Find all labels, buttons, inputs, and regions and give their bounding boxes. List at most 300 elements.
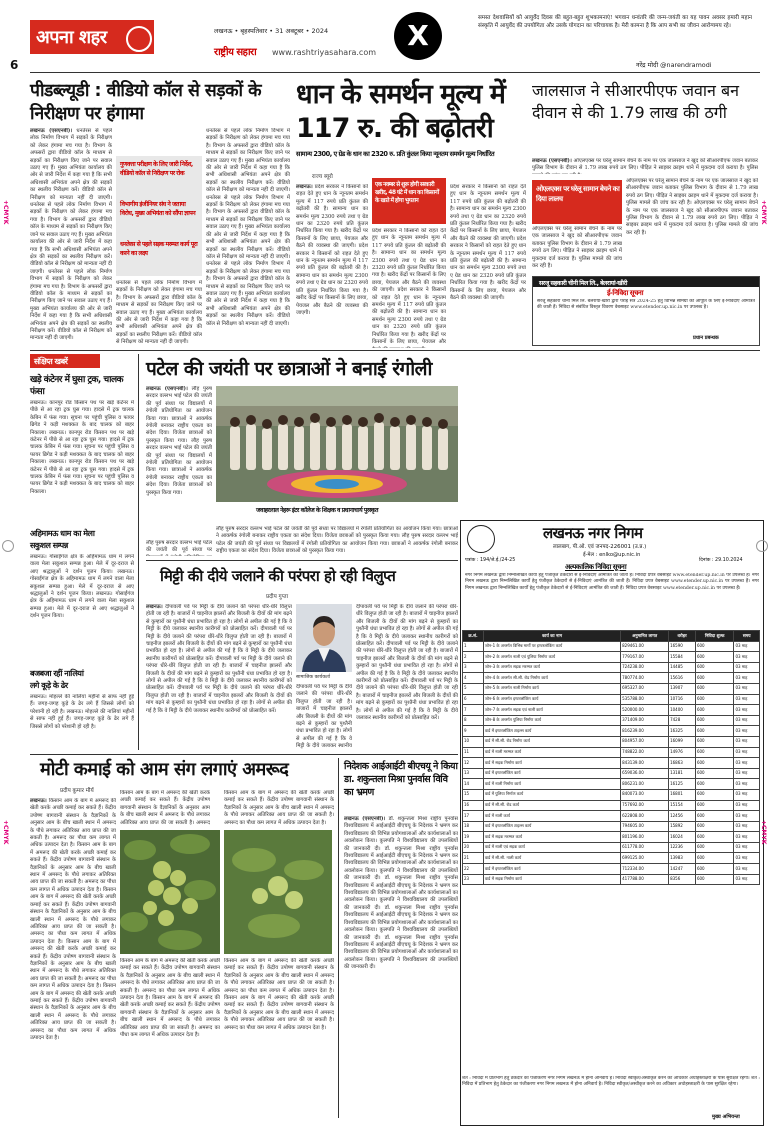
table-cell: 4 bbox=[463, 673, 484, 684]
table-cell: 10716 bbox=[669, 694, 696, 705]
guava-body-4 bbox=[224, 790, 334, 826]
table-cell: 829461.00 bbox=[621, 641, 669, 652]
table-cell: 12 bbox=[463, 758, 484, 769]
tender-footer bbox=[462, 1076, 760, 1112]
table-cell: 7 bbox=[463, 705, 484, 716]
tender-intro bbox=[465, 573, 759, 629]
guava-body-text-2: किसान आम के बाग में अमरूद की खेती करके अच्छी कमाई कर सकते हैं। केंद्रीय उपोष्ण बागवानी संस्थान के वैज्ञानिकों के अनुसार आम के बीच खाली स्थान में अमरूद के पौधे लगाकर अतिरिक्त आय प्राप्त की जा सकती है। अमरूद का पौधा कम लागत में अधिक उत्पादन देता है। bbox=[30, 842, 116, 893]
table-cell: 10 bbox=[463, 736, 484, 747]
table-cell: 748822.00 bbox=[621, 747, 669, 758]
table-cell: जोन-7 के अन्तर्गत सड़क एवं नाली कार्य bbox=[483, 705, 620, 716]
table-cell: 12456 bbox=[669, 811, 696, 822]
table-cell: 03 माह bbox=[734, 715, 760, 726]
table-cell: वार्ड में सी.सी. रोड कार्य bbox=[483, 800, 620, 811]
table-cell: 03 माह bbox=[734, 842, 760, 853]
tender-table bbox=[462, 630, 760, 885]
page-number: 6 bbox=[10, 58, 18, 72]
table-cell: वार्ड में सड़क मरम्मत कार्य bbox=[483, 832, 620, 843]
table-cell: 14976 bbox=[669, 747, 696, 758]
tender-table-body bbox=[463, 641, 760, 885]
paddy-callout-text: एक नवम्बर से शुरू होगी सरकारी खरीद, 48 घंटे में धान का किसानों के खाते में होगा भुगतान bbox=[375, 182, 439, 204]
rule-mid-1 bbox=[30, 350, 760, 351]
pwd-body-2 bbox=[116, 280, 202, 348]
guava-body-2 bbox=[120, 790, 210, 826]
table-cell: 10400 bbox=[669, 705, 696, 716]
table-cell: 03 माह bbox=[734, 726, 760, 737]
nift-dateline: लखनऊ (एसएनबी)। bbox=[344, 816, 386, 822]
table-cell: 16024 bbox=[669, 832, 696, 843]
tender-col-header: कार्य का नाम bbox=[483, 631, 620, 642]
table-row bbox=[463, 726, 760, 737]
person-photo-image bbox=[296, 604, 352, 672]
table-cell: 13181 bbox=[669, 768, 696, 779]
sugar-notice-body: सरजू सहकारी चीनी मिल लि. बेलरायां-खीरी द्वारा पेराई सत्र 2024-25 हेतु विभिन्न सामग्री की आपूर्ति के लिए ई-निविदाएं आमंत्रित की जाती हैं। निविदा से संबंधित विस्तृत विवरण वेबसाइट www.etender.up.nic.in पर उपलब्ध है। bbox=[537, 299, 755, 311]
fraud-body-1 bbox=[532, 158, 758, 174]
table-cell: जोन-5 के अन्तर्गत नाली निर्माण कार्य bbox=[483, 683, 620, 694]
table-cell: 16801 bbox=[669, 789, 696, 800]
tender-signature: मुख्य अभियन्ता bbox=[712, 1114, 740, 1120]
paddy-headline: धान के समर्थन मूल्य में 117 रु. की बढ़ोतरी bbox=[296, 79, 505, 144]
pwd-body-text-6: धनतेरस से पहले लोक निर्माण विभाग में सड़कों के निरीक्षण को लेकर हंगामा मच गया है। विभाग के अफसरों द्वारा वीडियो कॉल के माध्यम से सड़कों का निरीक्षण किए जाने पर सवाल उठाए गए हैं। मुख्य अभियंता कार्यालय की ओर से जारी निर्देश में कहा गया है कि सभी अधिशासी अभियंता अपने क्षेत्र की सड़कों का स्थलीय निरीक्षण करें। वीडियो कॉल से निरीक्षण को मान्यता नहीं दी जाएगी। bbox=[206, 194, 290, 260]
table-cell: 15154 bbox=[669, 800, 696, 811]
table-cell: वार्ड में इण्टरलॉकिंग टाइल्स कार्य bbox=[483, 821, 620, 832]
rule-mid-2 bbox=[30, 754, 458, 755]
tender-table-header bbox=[463, 631, 760, 642]
diya-person-photo bbox=[296, 604, 352, 672]
table-cell: 600 bbox=[695, 726, 734, 737]
nift-body bbox=[344, 816, 458, 1118]
diya-dateline: लखनऊ। bbox=[146, 604, 163, 610]
rangoli-body-text: लौह पुरुष सरदार वल्लभ भाई पटेल की जयंती की पूर्व संध्या पर विद्यालयों में रंगोली प्रतियोगिता का आयोजन किया गया। छात्राओं ने आकर्षक रंगोली बनाकर राष्ट्रीय एकता का संदेश दिया। विजेता छात्राओं को पुरस्कृत किया गया। bbox=[146, 386, 212, 444]
paddy-body-text: प्रदेश सरकार ने किसानों को राहत देते हुए धान के न्यूनतम समर्थन मूल्य में 117 रुपये प्रति कुंतल की बढ़ोतरी की है। सामान्य धान का समर्थन मूल्य 2300 रुपये तथा ए ग्रेड धान का 2320 रुपये प्रति कुंतल निर्धारित किया गया है। खरीद केंद्रों पर किसानों के लिए छाया, पेयजल और बैठने की व्यवस्था की जाएगी। bbox=[296, 184, 368, 250]
brief-item3-text-2: लखनऊ। गोसाईंगंज क्षेत्र के अहिमामऊ धाम में लगने वाला मेला सकुशल सम्पन्न हुआ। मेले में दूर-दराज से आए श्रद्धालुओं ने दर्शन पूजन किया। bbox=[30, 568, 134, 598]
table-row bbox=[463, 864, 760, 875]
table-cell: जोन-4 के अन्तर्गत सी.सी. रोड निर्माण कार्य bbox=[483, 673, 620, 684]
table-cell: 16 bbox=[463, 800, 484, 811]
brief-label: संक्षिप्त खबरें bbox=[34, 357, 68, 366]
table-cell: 600 bbox=[695, 874, 734, 885]
table-row bbox=[463, 800, 760, 811]
table-cell: 13983 bbox=[669, 853, 696, 864]
table-cell: 600 bbox=[695, 768, 734, 779]
tender-email: ई-मेल : enlko@up.nic.in bbox=[583, 552, 641, 558]
fraud-body-3 bbox=[626, 178, 758, 272]
table-cell: वार्ड में सी.सी. नाली कार्य bbox=[483, 853, 620, 864]
guava-body-text-5: किसान आम के बाग में अमरूद की खेती करके अच्छी कमाई कर सकते हैं। केंद्रीय उपोष्ण बागवानी संस्थान के वैज्ञानिकों के अनुसार आम के बीच खाली स्थान में अमरूद के पौधे लगाकर अतिरिक्त आय प्राप्त की जा सकती है। अमरूद का पौधा कम लागत में अधिक उत्पादन देता है। bbox=[30, 983, 116, 1041]
fraud-headline: जालसाज ने सीआरपीएफ जवान बन दीवान से की 1.79 लाख की ठगी bbox=[532, 81, 740, 122]
registration-mark-icon bbox=[756, 540, 768, 552]
table-cell: 23 bbox=[463, 874, 484, 885]
nift-body-text-3: डॉ. शकुन्तला मिश्रा राष्ट्रीय पुनर्वास विश्वविद्यालय में आईआईटी बीएचयू के निदेशक ने भ्रमण कर विश्वविद्यालय की विभिन्न प्रयोगशालाओं और कार्यशालाओं का अवलोकन किया। कुलपति ने विश्वविद्यालय की उपलब्धियों की जानकारी दी। bbox=[344, 875, 458, 911]
table-cell: वार्ड में इण्टरलॉकिंग टाइल्स कार्य bbox=[483, 726, 620, 737]
table-cell: 19 bbox=[463, 832, 484, 843]
pwd-callout-1: गुणवत्ता परीक्षण के लिए जारी निर्देश, वीडियो कॉल से निरीक्षण पर रोक bbox=[120, 161, 193, 177]
pwd-body-text-7: धनतेरस से पहले लोक निर्माण विभाग में सड़कों के निरीक्षण को लेकर हंगामा मच गया है। विभाग के अफसरों द्वारा वीडियो कॉल के माध्यम से सड़कों का निरीक्षण किए जाने पर सवाल उठाए गए हैं। मुख्य अभियंता कार्यालय की ओर से जारी निर्देश में कहा गया है कि सभी अधिशासी अभियंता अपने क्षेत्र की सड़कों का स्थलीय निरीक्षण करें। वीडियो कॉल से निरीक्षण को मान्यता नहीं दी जाएगी। bbox=[206, 261, 290, 327]
table-cell: 14247 bbox=[669, 864, 696, 875]
fraud-body-text-2: ओएलएक्स पर घरेलू सामान बेचने के नाम पर एक जालसाज ने खुद को सीआरपीएफ जवान बताकर पुलिस विभाग के दीवान से 1.79 लाख रुपये ठग लिए। पीड़ित ने साइबर क्राइम थाने में मुकदमा दर्ज कराया है। पुलिस मामले की जांच कर रही है। bbox=[532, 226, 622, 270]
table-cell: 18 bbox=[463, 821, 484, 832]
paddy-body-text-4: प्रदेश सरकार ने किसानों को राहत देते हुए धान के न्यूनतम समर्थन मूल्य में 117 रुपये प्रति कुंतल की बढ़ोतरी की है। सामान्य धान का समर्थन मूल्य 2300 रुपये तथा ए ग्रेड धान का 2320 रुपये प्रति कुंतल निर्धारित किया गया है। खरीद केंद्रों पर किसानों के लिए छाया, पेयजल और bbox=[372, 287, 446, 346]
table-cell: वार्ड में नाली निर्माण कार्य bbox=[483, 779, 620, 790]
table-cell: 757692.00 bbox=[621, 800, 669, 811]
sugar-notice-header bbox=[533, 277, 759, 287]
table-cell: 600 bbox=[695, 811, 734, 822]
paddy-body-text-6: प्रदेश सरकार ने किसानों को राहत देते हुए धान के न्यूनतम समर्थन मूल्य में 117 रुपये प्रति कुंतल की बढ़ोतरी की है। सामान्य धान का समर्थन मूल्य 2300 रुपये तथा ए ग्रेड धान का 2320 रुपये प्रति कुंतल निर्धारित किया गया है। खरीद केंद्रों पर किसानों के लिए छाया, पेयजल और बैठने की व्यवस्था की जाएगी। bbox=[450, 235, 526, 302]
tender-footer-text: शर्तें : निविदा में प्रतिभाग हेतु ठेकेदार का पंजीकरण नगर निगम लखनऊ में होना अनिवार्य है। निविदा स्वीकृत/अस्वीकृत करने का अधिकार अधोहस्ताक्षरी के पास सुरक्षित रहेगा। bbox=[462, 1076, 752, 1081]
brief-item2-title: अहिमामऊ धाम का मेला bbox=[30, 529, 95, 538]
table-cell: 20 bbox=[463, 842, 484, 853]
table-cell: 724238.00 bbox=[621, 662, 669, 673]
pwd-body-text-3: धनतेरस से पहले लोक निर्माण विभाग में सड़कों के निरीक्षण को लेकर हंगामा मच गया है। विभाग के अफसरों द्वारा वीडियो कॉल के माध्यम से सड़कों का निरीक्षण किए जाने पर सवाल उठाए गए हैं। मुख्य अभियंता कार्यालय की ओर से जारी निर्देश में कहा गया है कि सभी अधिशासी अभियंता अपने क्षेत्र की सड़कों का स्थलीय निरीक्षण करें। वीडियो कॉल से निरीक्षण को मान्यता नहीं दी जाएगी। bbox=[30, 268, 112, 342]
table-cell: 03 माह bbox=[734, 683, 760, 694]
table-cell: वार्ड में नाली कार्य bbox=[483, 811, 620, 822]
table-row bbox=[463, 853, 760, 864]
table-cell: 600 bbox=[695, 683, 734, 694]
paddy-callout bbox=[372, 178, 446, 224]
brief-item1-body bbox=[30, 400, 134, 522]
nift-body-text-4: डॉ. शकुन्तला मिश्रा राष्ट्रीय पुनर्वास विश्वविद्यालय में आईआईटी बीएचयू के निदेशक ने भ्रमण कर विश्वविद्यालय की विभिन्न प्रयोगशालाओं और कार्यशालाओं का अवलोकन किया। कुलपति ने विश्वविद्यालय की उपलब्धियों की जानकारी दी। bbox=[344, 904, 458, 941]
rangoli-body-text-5: लौह पुरुष सरदार वल्लभ भाई पटेल की जयंती की पूर्व संध्या पर bbox=[146, 540, 212, 554]
table-cell: 03 माह bbox=[734, 800, 760, 811]
guava-body-3 bbox=[120, 958, 220, 1118]
table-cell: 7428 bbox=[669, 715, 696, 726]
table-cell: जोन-6 के अन्तर्गत इण्टरलॉकिंग कार्य bbox=[483, 694, 620, 705]
table-cell: 816239.00 bbox=[621, 726, 669, 737]
table-cell: 14 bbox=[463, 779, 484, 790]
brief-item1-title: खड़े कंटेनर में घुसा ट्रक, चालक फंसा bbox=[30, 375, 124, 397]
table-cell: 600 bbox=[695, 842, 734, 853]
guava-body-text: किसान आम के बाग में अमरूद की खेती करके अच्छी कमाई कर सकते हैं। केंद्रीय उपोष्ण बागवानी संस्थान के वैज्ञानिकों के अनुसार आम के बीच खाली स्थान में अमरूद के पौधे लगाकर अतिरिक्त आय प्राप्त की जा सकती है। अमरूद का पौधा कम लागत में अधिक उत्पादन देता है। bbox=[30, 798, 116, 849]
table-cell: 600 bbox=[695, 832, 734, 843]
table-cell: 600 bbox=[695, 864, 734, 875]
table-cell: 13907 bbox=[669, 683, 696, 694]
table-cell: 600 bbox=[695, 673, 734, 684]
table-cell: 9 bbox=[463, 726, 484, 737]
website: www.rashtriyasahara.com bbox=[272, 48, 377, 57]
tender-title: अल्पकालिक निविदा सूचना bbox=[565, 563, 627, 571]
registration-mark-icon bbox=[2, 540, 14, 552]
diya-body-text-7: दीपावली पर्व पर मिट्टी के दीये जलाने की परंपरा धीरे-धीरे विलुप्त होती जा रही है। बाजारों में चाइनीज झालरों और बिजली के दीयों की मांग बढ़ने से कुम्हारों का पुश्तैनी धंधा प्रभावित हो रहा है। लोगों से अपील की गई है कि वे मिट्टी के दीये जलाकर स्थानीय कारीगरों को प्रोत्साहित करें। bbox=[356, 641, 458, 685]
rangoli-dateline: लखनऊ (एसएनबी)। bbox=[146, 386, 188, 392]
guava-body-1 bbox=[30, 798, 116, 1118]
pwd-callouts bbox=[116, 156, 202, 276]
guava-body-5 bbox=[224, 958, 334, 1118]
table-row bbox=[463, 747, 760, 758]
table-cell: 03 माह bbox=[734, 673, 760, 684]
table-row bbox=[463, 694, 760, 705]
tender-intro-text: नगर निगम लखनऊ द्वारा निम्नलिखित कार्यों हेतु पंजीकृत ठेकेदारों से ई-निविदाएं आमंत्रित की जाती हैं। निविदा प्रपत्र वेबसाइट www.etender.up.nic.in पर उपलब्ध हैं। bbox=[465, 573, 752, 578]
dateline-bar: लखनऊ • बृहस्पतिवार • 31 अक्टूबर • 2024 bbox=[214, 27, 329, 35]
table-row bbox=[463, 811, 760, 822]
rangoli-headline: पटेल की जयंती पर छात्राओं ने बनाई रंगोली bbox=[146, 358, 432, 380]
table-cell: 600 bbox=[695, 789, 734, 800]
rangoli-body-3 bbox=[146, 540, 212, 556]
sugar-notice bbox=[532, 276, 760, 346]
table-cell: 600 bbox=[695, 853, 734, 864]
rangoli-body-2 bbox=[216, 526, 458, 556]
tender-col-header: समय bbox=[734, 631, 760, 642]
fraud-callout-text: ओएलएक्स पर घरेलू सामान बेचने का दिया लालच bbox=[536, 185, 620, 203]
table-cell: 535788.00 bbox=[621, 694, 669, 705]
table-row bbox=[463, 641, 760, 652]
table-row bbox=[463, 683, 760, 694]
table-cell: 5 bbox=[463, 683, 484, 694]
diya-body-3 bbox=[356, 604, 458, 750]
table-cell: 17 bbox=[463, 811, 484, 822]
fraud-body-text: ओएलएक्स पर घरेलू सामान बेचने के नाम पर एक जालसाज ने खुद को सीआरपीएफ जवान बताकर पुलिस विभाग के दीवान से 1.79 लाख रुपये ठग लिए। पीड़ित ने साइबर क्राइम थाने में मुकदमा दर्ज कराया है। पुलिस bbox=[532, 158, 758, 172]
table-cell: जोन-2 के अन्तर्गत नाली एवं पुलिया निर्माण कार्य bbox=[483, 652, 620, 663]
paddy-body-text-3: प्रदेश सरकार ने किसानों को राहत देते हुए धान के न्यूनतम समर्थन मूल्य में 117 रुपये प्रति कुंतल की बढ़ोतरी की है। सामान्य धान का समर्थन मूल्य 2300 रुपये तथा ए ग्रेड धान का 2320 रुपये प्रति कुंतल निर्धारित किया गया है। खरीद केंद्रों पर किसानों के लिए छाया, पेयजल और बैठने की व्यवस्था की जाएगी। bbox=[372, 228, 446, 294]
table-row bbox=[463, 758, 760, 769]
nift-body-text-2: डॉ. शकुन्तला मिश्रा राष्ट्रीय पुनर्वास विश्वविद्यालय में आईआईटी बीएचयू के निदेशक ने भ्रमण कर विश्वविद्यालय की विभिन्न प्रयोगशालाओं और कार्यशालाओं का अवलोकन किया। कुलपति ने विश्वविद्यालय की उपलब्धियों की जानकारी दी। bbox=[344, 845, 458, 882]
diya-body-text-2: दीपावली पर्व पर मिट्टी के दीये जलाने की परंपरा धीरे-धीरे विलुप्त होती जा रही है। बाजारों में चाइनीज झालरों और बिजली के दीयों की मांग बढ़ने से कुम्हारों का पुश्तैनी धंधा प्रभावित हो रहा है। लोगों से अपील की गई है कि वे मिट्टी के दीये जलाकर स्थानीय कारीगरों को प्रोत्साहित करें। bbox=[146, 626, 292, 662]
diya-byline: प्रदीप गुप्ता bbox=[266, 594, 289, 600]
brief-item3-text-3: लखनऊ। गोसाईंगंज क्षेत्र के अहिमामऊ धाम में लगने वाला मेला सकुशल सम्पन्न हुआ। मेले में दूर-दराज से आए श्रद्धालुओं ने दर्शन पूजन किया। bbox=[30, 591, 134, 620]
rangoli-body-text-4: लौह पुरुष सरदार वल्लभ भाई पटेल की जयंती की पूर्व संध्या पर विद्यालयों में रंगोली प्रतियोगिता का आयोजन किया गया। छात्राओं ने आकर्षक रंगोली बनाकर राष्ट्रीय एकता का संदेश दिया। विजेता छात्राओं को पुरस्कृत किया गया। bbox=[216, 533, 458, 555]
diya-body-1 bbox=[146, 604, 292, 750]
table-cell: 659036.00 bbox=[621, 768, 669, 779]
rangoli-body-text-2: लौह पुरुष सरदार वल्लभ भाई पटेल की जयंती की पूर्व संध्या पर विद्यालयों में रंगोली प्रतियोगिता का आयोजन किया गया। छात्राओं ने आकर्षक रंगोली बनाकर राष्ट्रीय एकता का संदेश दिया। विजेता छात्राओं को पुरस्कृत किया गया। bbox=[146, 437, 212, 496]
table-cell: 03 माह bbox=[734, 832, 760, 843]
paddy-body-text-5: प्रदेश सरकार ने किसानों को राहत देते हुए धान के न्यूनतम समर्थन मूल्य में 117 रुपये प्रति कुंतल की बढ़ोतरी की है। सामान्य धान का समर्थन मूल्य 2300 रुपये तथा ए ग्रेड धान का 2320 रुपये प्रति कुंतल निर्धारित किया गया है। खरीद केंद्रों पर किसानों के लिए छाया, पेयजल और बैठने की व्यवस्था की जाएगी। bbox=[450, 184, 526, 242]
fraud-dateline: लखनऊ (एसएनबी)। bbox=[532, 158, 572, 164]
table-row bbox=[463, 821, 760, 832]
table-cell: 600 bbox=[695, 779, 734, 790]
table-cell: 780774.00 bbox=[621, 673, 669, 684]
cmyk-mark-bottom-right: +CMYK bbox=[760, 820, 767, 845]
table-cell: 840073.00 bbox=[621, 789, 669, 800]
table-cell: 794605.00 bbox=[621, 821, 669, 832]
guava-photo-2-image bbox=[224, 830, 332, 954]
guava-body-text-11: किसान आम के बाग में अमरूद की खेती करके अच्छी कमाई कर सकते हैं। केंद्रीय उपोष्ण बागवानी संस्थान के वैज्ञानिकों के अनुसार आम के बीच खाली स्थान में अमरूद के पौधे लगाकर अतिरिक्त आय प्राप्त की जा सकती है। अमरूद का पौधा कम लागत में अधिक उत्पादन देता है। bbox=[224, 995, 334, 1031]
table-row bbox=[463, 736, 760, 747]
pwd-body-text: धनतेरस से पहले लोक निर्माण विभाग में सड़कों के निरीक्षण को लेकर हंगामा मच गया है। विभाग के अफसरों द्वारा वीडियो कॉल के माध्यम से सड़कों का निरीक्षण किए जाने पर सवाल उठाए गए हैं। मुख्य अभियंता कार्यालय की ओर से जारी निर्देश में कहा गया है कि सभी अधिशासी अभियंता अपने क्षेत्र की सड़कों का स्थलीय निरीक्षण करें। वीडियो कॉल से निरीक्षण को मान्यता नहीं दी जाएगी। bbox=[30, 128, 112, 201]
table-cell: 15584 bbox=[669, 652, 696, 663]
table-cell: 600 bbox=[695, 747, 734, 758]
diya-body-text-3: दीपावली पर्व पर मिट्टी के दीये जलाने की परंपरा धीरे-धीरे विलुप्त होती जा रही है। बाजारों में चाइनीज झालरों और बिजली के दीयों की मांग बढ़ने से कुम्हारों का पुश्तैनी धंधा प्रभावित हो रहा है। लोगों से अपील की गई है कि वे मिट्टी के दीये जलाकर स्थानीय कारीगरों को प्रोत्साहित करें। bbox=[146, 655, 292, 692]
table-cell: 03 माह bbox=[734, 853, 760, 864]
table-cell: 8 bbox=[463, 715, 484, 726]
table-cell: 03 माह bbox=[734, 874, 760, 885]
guava-byline: प्रदीप कुमार मौर्य bbox=[60, 788, 94, 794]
rangoli-body-1 bbox=[146, 386, 212, 538]
table-cell: 801196.00 bbox=[621, 832, 669, 843]
sugar-notice-title: ई-निविदा सूचना bbox=[607, 289, 644, 297]
tender-address: लालबाग, पी.ओ. एवं जनपद-226001 (उ.प्र.) bbox=[553, 544, 647, 550]
tender-intro-text-3: नगर निगम लखनऊ द्वारा निम्नलिखित कार्यों हेतु पंजीकृत ठेकेदारों से ई-निविदाएं आमंत्रित की जाती हैं। निविदा प्रपत्र वेबसाइट www.etender.up.nic.in पर उपलब्ध हैं। bbox=[465, 579, 759, 591]
brief-item4-title: बजबजा रहीं नालियां bbox=[30, 669, 84, 678]
nift-body-text-5: डॉ. शकुन्तला मिश्रा राष्ट्रीय पुनर्वास विश्वविद्यालय में आईआईटी बीएचयू के निदेशक ने भ्रमण कर विश्वविद्यालय की विभिन्न प्रयोगशालाओं और कार्यशालाओं का अवलोकन किया। कुलपति ने विश्वविद्यालय की उपलब्धियों की जानकारी दी। bbox=[344, 934, 458, 971]
tender-col-header: क्र.सं. bbox=[463, 631, 484, 642]
guava-body-text-10: किसान आम के बाग में अमरूद की खेती करके अच्छी कमाई कर सकते हैं। केंद्रीय उपोष्ण बागवानी संस्थान के वैज्ञानिकों के अनुसार आम के बीच खाली स्थान में अमरूद के पौधे लगाकर अतिरिक्त आय प्राप्त की जा सकती है। अमरूद का पौधा कम लागत में अधिक उत्पादन देता है। bbox=[224, 958, 334, 994]
tender-col-header: धरोहर bbox=[669, 631, 696, 642]
brief-item1-text: लखनऊ। कानपुर रोड किसान पथ पर खड़े कंटेनर में पीछे से आ रहा ट्रक घुस गया। हादसे में ट्रक चालक केबिन में फंस गया। सूचना पर पहुंची पुलिस व फायर ब्रिगेड ने कड़ी मशक्कत के बाद चालक को बाहर निकाला। bbox=[30, 400, 134, 436]
tender-footer-text-2: शर्तें : निविदा में प्रतिभाग हेतु ठेकेदार का पंजीकरण नगर निगम लखनऊ में होना अनिवार्य है। निविदा स्वीकृत/अस्वीकृत करने का अधिकार अधोहस्ताक्षरी के पास सुरक्षित रहेगा। bbox=[462, 1076, 760, 1088]
diya-body-text-8: दीपावली पर्व पर मिट्टी के दीये जलाने की परंपरा धीरे-धीरे विलुप्त होती जा रही है। बाजारों में चाइनीज झालरों और बिजली के दीयों की मांग बढ़ने से कुम्हारों का पुश्तैनी धंधा प्रभावित हो रहा है। लोगों से अपील की गई है कि वे मिट्टी के दीये जलाकर स्थानीय कारीगरों को प्रोत्साहित करें। bbox=[356, 678, 458, 722]
table-cell: 16099 bbox=[669, 736, 696, 747]
brief-item5-text: लखनऊ। मोहल्ले की नालियां महीनों से साफ नहीं हुई हैं। जगह-जगह कूड़े के ढेर लगे हैं जिससे लोगों को परेशानी हो रही है। bbox=[30, 694, 134, 715]
table-cell: 371409.00 bbox=[621, 715, 669, 726]
guava-headline: मोटी कमाई को आम संग लगाएं अमरूद bbox=[40, 759, 289, 780]
table-cell: जोन-3 के अन्तर्गत सड़क मरम्मत कार्य bbox=[483, 662, 620, 673]
fraud-body-2 bbox=[532, 226, 622, 272]
table-cell: जोन-1 के अन्तर्गत विभिन्न मार्गों पर इण्टरलॉकिंग कार्य bbox=[483, 641, 620, 652]
table-cell: वार्ड में इण्टरलॉकिंग कार्य bbox=[483, 768, 620, 779]
tender-col-header: निविदा शुल्क bbox=[695, 631, 734, 642]
brief-item1-text-2: लखनऊ। कानपुर रोड किसान पथ पर खड़े कंटेनर में पीछे से आ रहा ट्रक घुस गया। हादसे में ट्रक चालक केबिन में फंस गया। सूचना पर पहुंची पुलिस व फायर ब्रिगेड ने कड़ी मशक्कत के बाद चालक को बाहर निकाला। bbox=[30, 429, 134, 466]
table-cell: 6 bbox=[463, 694, 484, 705]
table-cell: 804957.00 bbox=[621, 736, 669, 747]
brief-divider bbox=[138, 354, 139, 750]
table-row bbox=[463, 832, 760, 843]
table-cell: 622808.00 bbox=[621, 811, 669, 822]
table-cell: 600 bbox=[695, 652, 734, 663]
table-cell: 21 bbox=[463, 853, 484, 864]
table-cell: 03 माह bbox=[734, 811, 760, 822]
table-cell: 03 माह bbox=[734, 821, 760, 832]
brief-item5-body bbox=[30, 694, 134, 750]
paddy-body-1 bbox=[296, 184, 368, 348]
table-cell: 03 माह bbox=[734, 736, 760, 747]
table-cell: वार्ड में सड़क निर्माण कार्य bbox=[483, 758, 620, 769]
table-cell: 16590 bbox=[669, 641, 696, 652]
table-cell: 12236 bbox=[669, 842, 696, 853]
table-cell: 16125 bbox=[669, 779, 696, 790]
brief-item5-title: लगे कूड़े के ढेर bbox=[30, 681, 68, 690]
table-cell: 843139.00 bbox=[621, 758, 669, 769]
table-cell: वार्ड में पुलिया निर्माण कार्य bbox=[483, 789, 620, 800]
guava-photo bbox=[120, 830, 220, 954]
guava-photo-2 bbox=[224, 830, 332, 954]
table-cell: 15616 bbox=[669, 673, 696, 684]
masthead bbox=[0, 0, 768, 70]
table-cell: 14485 bbox=[669, 662, 696, 673]
table-cell: 8356 bbox=[669, 874, 696, 885]
guava-body-text-6: किसान आम के बाग में अमरूद की खेती करके अच्छी कमाई कर सकते हैं। केंद्रीय उपोष्ण बागवानी संस्थान के वैज्ञानिकों के अनुसार आम के बीच खाली स्थान में अमरूद के पौधे लगाकर अतिरिक्त आय प्राप्त की जा सकती है। अमरूद bbox=[120, 790, 210, 826]
diya-body-text-5: दीपावली पर्व पर मिट्टी के दीये जलाने की परंपरा धीरे-धीरे विलुप्त होती जा रही है। बाजारों में चाइनीज झालरों और बिजली के दीयों की मांग बढ़ने से कुम्हारों का पुश्तैनी धंधा प्रभावित हो रहा है। लोगों से अपील की गई है कि वे मिट्टी के दीये जलाकर स्थानीय bbox=[296, 684, 352, 750]
tender-intro-text-2: नगर निगम लखनऊ द्वारा निम्नलिखित कार्यों हेतु पंजीकृत ठेकेदारों से ई-निविदाएं आमंत्रित की जाती हैं। निविदा प्रपत्र वेबसाइट www.etender.up.nic.in पर उपलब्ध हैं। bbox=[465, 573, 759, 585]
pwd-body-text-4: धनतेरस से पहले लोक निर्माण विभाग में सड़कों के निरीक्षण को लेकर हंगामा मच गया है। विभाग के अफसरों द्वारा वीडियो कॉल के माध्यम से सड़कों का निरीक्षण किए जाने पर सवाल उठाए गए हैं। मुख्य अभियंता कार्यालय की ओर से जारी निर्देश में कहा गया है कि सभी अधिशासी अभियंता अपने क्षेत्र की सड़कों का स्थलीय निरीक्षण करें। वीडियो कॉल से निरीक्षण को मान्यता नहीं दी जाएगी। bbox=[116, 280, 202, 346]
table-cell: 600 bbox=[695, 641, 734, 652]
table-cell: 600 bbox=[695, 705, 734, 716]
table-cell: 03 माह bbox=[734, 768, 760, 779]
table-cell: 03 माह bbox=[734, 758, 760, 769]
table-cell: 16863 bbox=[669, 758, 696, 769]
table-cell: 712334.00 bbox=[621, 864, 669, 875]
guava-body-text-3: किसान आम के बाग में अमरूद की खेती करके अच्छी कमाई कर सकते हैं। केंद्रीय उपोष्ण बागवानी संस्थान के वैज्ञानिकों के अनुसार आम के बीच खाली स्थान में अमरूद के पौधे लगाकर अतिरिक्त आय प्राप्त की जा सकती है। अमरूद का पौधा कम लागत में अधिक उत्पादन देता है। bbox=[30, 886, 116, 945]
brief-column bbox=[30, 354, 134, 750]
brief-item3-text: लखनऊ। गोसाईंगंज क्षेत्र के अहिमामऊ धाम में लगने वाला मेला सकुशल सम्पन्न हुआ। मेले में दूर-दराज से आए श्रद्धालुओं ने दर्शन पूजन किया। bbox=[30, 554, 134, 575]
brief-item5-text-2: लखनऊ। मोहल्ले की नालियां महीनों से साफ नहीं हुई हैं। जगह-जगह कूड़े के ढेर लगे हैं जिससे लोगों को परेशानी हो रही है। bbox=[30, 708, 134, 730]
rangoli-body-text-3: लौह पुरुष सरदार वल्लभ भाई पटेल की जयंती की पूर्व संध्या पर विद्यालयों में रंगोली प्रतियोगिता का आयोजन किया गया। छात्राओं ने आकर्षक रंगोली बनाकर राष्ट्रीय एकता का संदेश दिया। विजेता छात्राओं को पुरस्कृत किया गया। bbox=[216, 526, 458, 540]
table-cell: 16325 bbox=[669, 726, 696, 737]
section-logo-text: अपना शहर bbox=[36, 27, 107, 48]
sugar-notice-signature: प्रधान प्रबन्धक bbox=[693, 335, 719, 341]
x-logo-icon: X bbox=[394, 12, 442, 60]
pwd-callout-3: धनतेरस से पहले सड़क मरम्मत कार्य पूरा करने का लक्ष्य bbox=[120, 241, 198, 257]
table-cell: 600 bbox=[695, 758, 734, 769]
brief-item3-body bbox=[30, 554, 134, 664]
guava-body-text-8: किसान आम के बाग में अमरूद की खेती करके अच्छी कमाई कर सकते हैं। केंद्रीय उपोष्ण बागवानी संस्थान के वैज्ञानिकों के अनुसार आम के बीच खाली स्थान में अमरूद के पौधे लगाकर अतिरिक्त आय प्राप्त की जा सकती है। अमरूद का पौधा कम लागत में अधिक उत्पादन देता है। bbox=[120, 995, 220, 1039]
brief-item1-text-3: लखनऊ। कानपुर रोड किसान पथ पर खड़े कंटेनर में पीछे से आ रहा ट्रक घुस गया। हादसे में ट्रक चालक केबिन में फंस गया। सूचना पर पहुंची पुलिस व फायर ब्रिगेड ने कड़ी मशक्कत के बाद चालक को बाहर निकाला। bbox=[30, 459, 134, 495]
section-logo bbox=[30, 20, 154, 54]
table-cell: 15892 bbox=[669, 821, 696, 832]
pwd-headline: पीडब्ल्यूडी : वीडियो कॉल से सड़कों के निरीक्षण पर हंगामा bbox=[30, 81, 262, 124]
table-row bbox=[463, 768, 760, 779]
paddy-body-text-2: प्रदेश सरकार ने किसानों को राहत देते हुए धान के न्यूनतम समर्थन मूल्य में 117 रुपये प्रति कुंतल की बढ़ोतरी की है। सामान्य धान का समर्थन मूल्य 2300 रुपये तथा ए ग्रेड धान का 2320 रुपये प्रति कुंतल निर्धारित किया गया है। खरीद केंद्रों पर किसानों के लिए छाया, पेयजल और बैठने की व्यवस्था की जाएगी। bbox=[296, 243, 368, 316]
table-cell: 600 bbox=[695, 715, 734, 726]
tender-col-header: अनुमानित लागत bbox=[621, 631, 669, 642]
table-cell: 1 bbox=[463, 641, 484, 652]
table-cell: 03 माह bbox=[734, 705, 760, 716]
logo-rings-icon bbox=[126, 26, 152, 52]
table-cell: 417788.00 bbox=[621, 874, 669, 885]
table-cell: 22 bbox=[463, 864, 484, 875]
fraud-callout bbox=[532, 180, 622, 224]
rangoli-caption: जवाहरलाल नेहरू इंटर कॉलेज के शिक्षक व प्रधानाचार्य पुरस्कृत bbox=[256, 507, 379, 514]
paddy-body-3 bbox=[450, 184, 526, 348]
table-row bbox=[463, 652, 760, 663]
cmyk-mark-top-right: +CMYK bbox=[760, 200, 767, 225]
paper-name: राष्ट्रीय सहारा bbox=[214, 47, 257, 58]
pwd-callout-2: विभागीय इंजीनियर संघ ने जताया विरोध, मुख्य अभियंता को सौंपा ज्ञापन bbox=[120, 201, 196, 217]
paddy-body-2 bbox=[372, 228, 446, 348]
table-cell: 03 माह bbox=[734, 694, 760, 705]
quote: समस्त देशवासियों को आयुर्वेद दिवस की बहुत-बहुत शुभकामनाएं! भगवान धन्वंतरि की जन्म-जयंती का यह पावन अवसर हमारी महान संस्कृति में आयुर्वेद की उपयोगिता और उसके योगदान का परिचायक है। मेरी कामना है कि आप सभी का जीवन आरोग्यमय रहे। bbox=[478, 15, 752, 29]
diya-body-text: दीपावली पर्व पर मिट्टी के दीये जलाने की परंपरा धीरे-धीरे विलुप्त होती जा रही है। बाजारों में चाइनीज झालरों और बिजली के दीयों की मांग बढ़ने से कुम्हारों का पुश्तैनी धंधा प्रभावित हो रहा है। लोगों से अपील की गई है कि वे मिट्टी के दीये जलाकर स्थानीय कारीगरों को प्रोत्साहित करें। bbox=[146, 604, 292, 633]
table-cell: 11 bbox=[463, 747, 484, 758]
diya-body-text-4: दीपावली पर्व पर मिट्टी के दीये जलाने की परंपरा धीरे-धीरे विलुप्त होती जा रही है। बाजारों में चाइनीज झालरों और बिजली के दीयों की मांग बढ़ने से कुम्हारों का पुश्तैनी धंधा प्रभावित हो रहा है। लोगों से अपील की गई है कि वे मिट्टी के दीये जलाकर स्थानीय कारीगरों को प्रोत्साहित करें। bbox=[146, 685, 292, 714]
table-row bbox=[463, 842, 760, 853]
table-cell: 600 bbox=[695, 694, 734, 705]
masthead-rule bbox=[30, 72, 760, 73]
table-cell: 779167.00 bbox=[621, 652, 669, 663]
tender-ref: पत्रांक : 194/जे.ई./24-25 bbox=[465, 558, 516, 563]
table-cell: 3 bbox=[463, 662, 484, 673]
paddy-byline: राज्य ब्यूरो bbox=[312, 174, 333, 180]
table-cell: वार्ड में नाली एवं सड़क कार्य bbox=[483, 842, 620, 853]
guava-body-text-9: किसान आम के बाग में अमरूद की खेती करके अच्छी कमाई कर सकते हैं। केंद्रीय उपोष्ण बागवानी संस्थान के वैज्ञानिकों के अनुसार आम के बीच खाली स्थान में अमरूद के पौधे लगाकर अतिरिक्त आय प्राप्त की जा सकती है। अमरूद का पौधा कम लागत में अधिक उत्पादन देता है। bbox=[224, 790, 334, 826]
table-cell: 806231.00 bbox=[621, 779, 669, 790]
nift-divider bbox=[338, 758, 339, 1118]
table-cell: वार्ड में नाली मरम्मत कार्य bbox=[483, 747, 620, 758]
pwd-body-1 bbox=[30, 128, 112, 348]
table-row bbox=[463, 789, 760, 800]
table-cell: 03 माह bbox=[734, 779, 760, 790]
table-cell: 03 माह bbox=[734, 864, 760, 875]
sugar-notice-org: सरजू सहकारी चीनी मिल लि., बेलरायां-खीरी bbox=[539, 280, 628, 287]
diya-body-text-6: दीपावली पर्व पर मिट्टी के दीये जलाने की परंपरा धीरे-धीरे विलुप्त होती जा रही है। बाजारों में चाइनीज झालरों और बिजली के दीयों की मांग बढ़ने से कुम्हारों का पुश्तैनी धंधा प्रभावित हो रहा है। लोगों से अपील की गई है कि वे मिट्टी के दीये जलाकर स्थानीय कारीगरों को प्रोत्साहित करें। bbox=[356, 604, 458, 648]
fraud-body-text-4: ओएलएक्स पर घरेलू सामान बेचने के नाम पर एक जालसाज ने खुद को सीआरपीएफ जवान बताकर पुलिस विभाग के दीवान से 1.79 लाख रुपये ठग लिए। पीड़ित ने साइबर क्राइम थाने में मुकदमा दर्ज कराया है। पुलिस मामले की जांच कर रही है। bbox=[626, 200, 758, 236]
guava-dateline: लखनऊ। bbox=[30, 798, 47, 804]
cmyk-mark-bottom-left: +CMYK bbox=[2, 820, 9, 845]
table-cell: 13 bbox=[463, 768, 484, 779]
table-cell: 611778.00 bbox=[621, 842, 669, 853]
table-cell: 03 माह bbox=[734, 747, 760, 758]
table-cell: जोन-8 के अन्तर्गत पुलिया निर्माण कार्य bbox=[483, 715, 620, 726]
diya-headline: मिट्टी की दीये जलाने की परंपरा हो रही विलुप्त bbox=[160, 567, 396, 585]
tender-emblem-icon bbox=[467, 525, 495, 553]
table-cell: 695327.00 bbox=[621, 683, 669, 694]
table-cell: 03 माह bbox=[734, 652, 760, 663]
diya-body-2 bbox=[296, 684, 352, 750]
table-row bbox=[463, 715, 760, 726]
pwd-body-text-2: धनतेरस से पहले लोक निर्माण विभाग में सड़कों के निरीक्षण को लेकर हंगामा मच गया है। विभाग के अफसरों द्वारा वीडियो कॉल के माध्यम से सड़कों का निरीक्षण किए जाने पर सवाल उठाए गए हैं। मुख्य अभियंता कार्यालय की ओर से जारी निर्देश में कहा गया है कि सभी अधिशासी अभियंता अपने क्षेत्र की सड़कों का स्थलीय निरीक्षण करें। वीडियो कॉल से निरीक्षण को मान्यता नहीं दी जाएगी। bbox=[30, 202, 112, 275]
table-cell: वार्ड में सी.सी. रोड निर्माण कार्य bbox=[483, 736, 620, 747]
tender-date: दिनांक : 29.10.2024 bbox=[699, 558, 743, 563]
table-cell: 600 bbox=[695, 821, 734, 832]
table-row bbox=[463, 705, 760, 716]
